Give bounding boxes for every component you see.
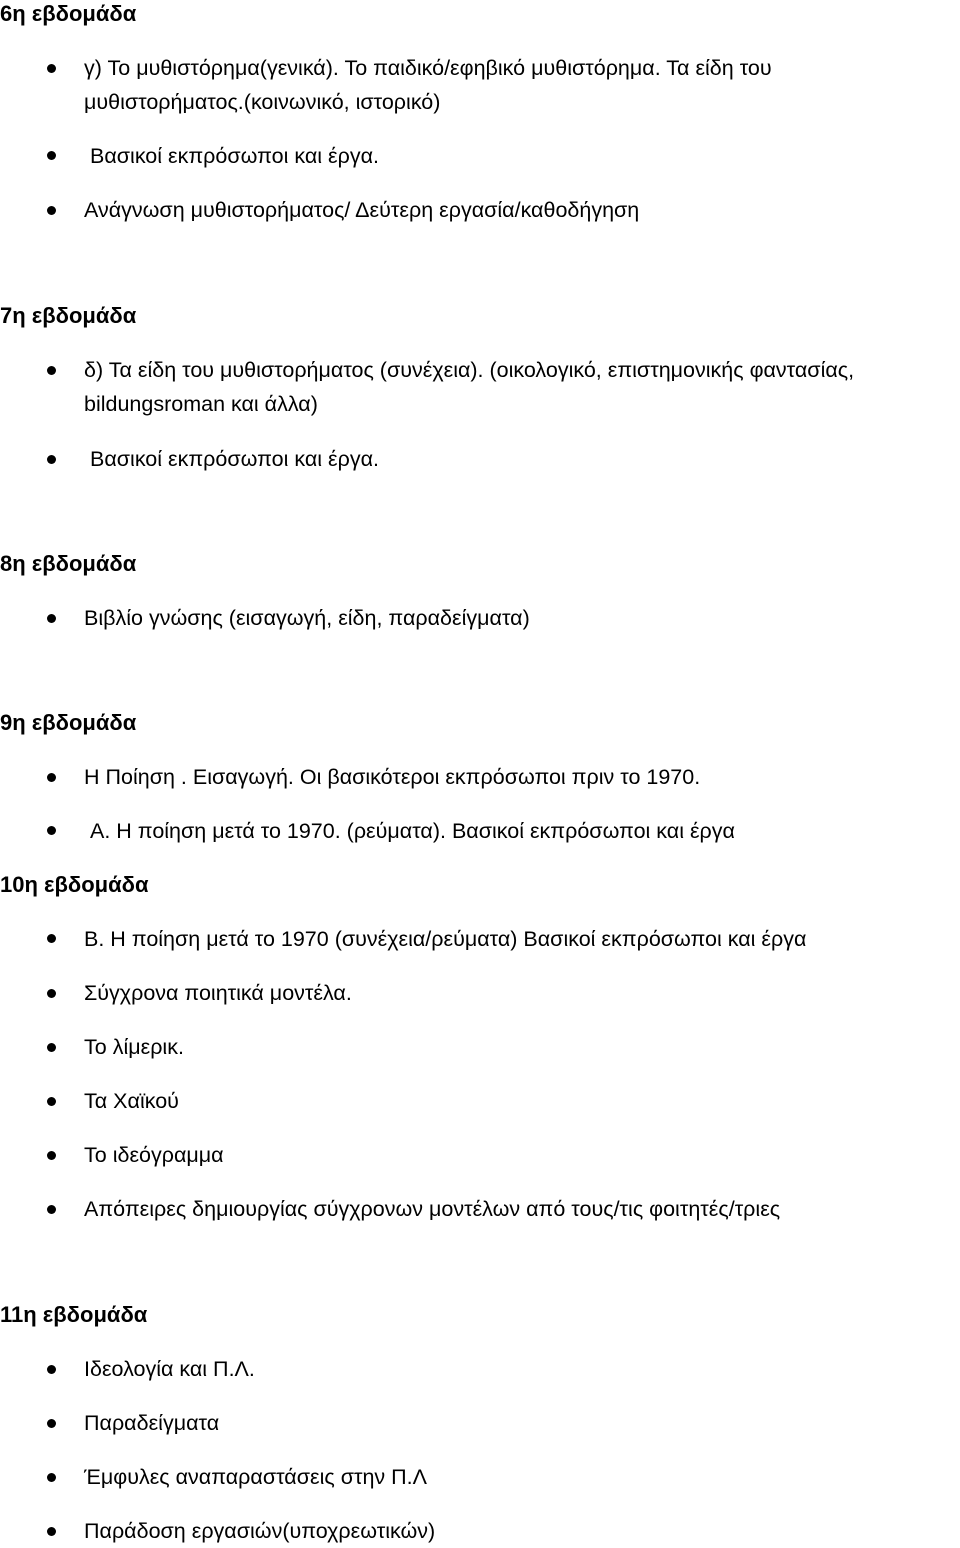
week-11-item-1: Ιδεολογία και Π.Λ. — [84, 1357, 255, 1381]
week-10-item-4: Τα Χαϊκού — [84, 1089, 179, 1113]
week-11-item-4: Παράδοση εργασιών(υποχρεωτικών) — [84, 1519, 436, 1543]
bullet-icon — [47, 64, 56, 73]
week-6-item-2: Βασικοί εκπρόσωποι και έργα. — [90, 144, 379, 168]
bullet-icon — [47, 826, 56, 835]
week-6-item-1-continued: μυθιστορήματος.(κοινωνικό, ιστορικό) — [84, 90, 441, 114]
bullet-icon — [47, 1473, 56, 1482]
week-7-item-1: δ) Τα είδη του μυθιστορήματος (συνέχεια). (οικολογικό, επιστημονικής φαντασίας, — [84, 358, 855, 382]
week-6-heading: 6η εβδομάδα — [0, 1, 137, 26]
bullet-icon — [47, 455, 56, 464]
week-10-item-3: Το λίμερικ. — [84, 1035, 184, 1059]
bullet-icon — [47, 1527, 56, 1536]
bullet-icon — [47, 989, 56, 998]
bullet-icon — [47, 1043, 56, 1052]
week-8-item-1: Βιβλίο γνώσης (εισαγωγή, είδη, παραδείγματα) — [84, 606, 530, 630]
bullet-icon — [47, 773, 56, 782]
week-11-item-3: Έμφυλες αναπαραστάσεις στην Π.Λ — [84, 1465, 428, 1489]
week-9-heading: 9η εβδομάδα — [0, 710, 137, 735]
bullet-icon — [47, 934, 56, 943]
week-8-heading: 8η εβδομάδα — [0, 551, 137, 576]
week-10-heading: 10η εβδομάδα — [0, 872, 149, 897]
bullet-icon — [47, 1151, 56, 1160]
bullet-icon — [47, 1419, 56, 1428]
week-7-item-1-continued: bildungsroman και άλλα) — [84, 392, 318, 416]
week-10-item-6: Απόπειρες δημιουργίας σύγχρονων μοντέλων από τους/τις φοιτητές/τριες — [84, 1197, 781, 1221]
week-7-heading: 7η εβδομάδα — [0, 303, 137, 328]
bullet-icon — [47, 1205, 56, 1214]
week-9-item-1: Η Ποίηση . Εισαγωγή. Οι βασικότεροι εκπρόσωποι πριν το 1970. — [84, 765, 701, 789]
week-6-item-3: Ανάγνωση μυθιστορήματος/ Δεύτερη εργασία/καθοδήγηση — [84, 198, 640, 222]
bullet-icon — [47, 1365, 56, 1374]
week-10-item-5: Το ιδεόγραμμα — [84, 1143, 224, 1167]
week-10-item-1: Β. Η ποίηση μετά το 1970 (συνέχεια/ρεύματα) Βασικοί εκπρόσωποι και έργα — [84, 927, 807, 951]
bullet-icon — [47, 1097, 56, 1106]
week-10-item-2: Σύγχρονα ποιητικά μοντέλα. — [84, 981, 352, 1005]
bullet-icon — [47, 206, 56, 215]
week-11-item-2: Παραδείγματα — [84, 1411, 220, 1435]
bullet-icon — [47, 614, 56, 623]
week-9-item-2: Α. Η ποίηση μετά το 1970. (ρεύματα). Βασικοί εκπρόσωποι και έργα — [90, 819, 735, 843]
bullet-icon — [47, 151, 56, 160]
week-7-item-2: Βασικοί εκπρόσωποι και έργα. — [90, 447, 379, 471]
week-11-heading: 11η εβδομάδα — [0, 1302, 148, 1327]
bullet-icon — [47, 366, 56, 375]
week-6-item-1: γ) Το μυθιστόρημα(γενικά). Το παιδικό/εφηβικό μυθιστόρημα. Τα είδη του — [84, 56, 772, 80]
